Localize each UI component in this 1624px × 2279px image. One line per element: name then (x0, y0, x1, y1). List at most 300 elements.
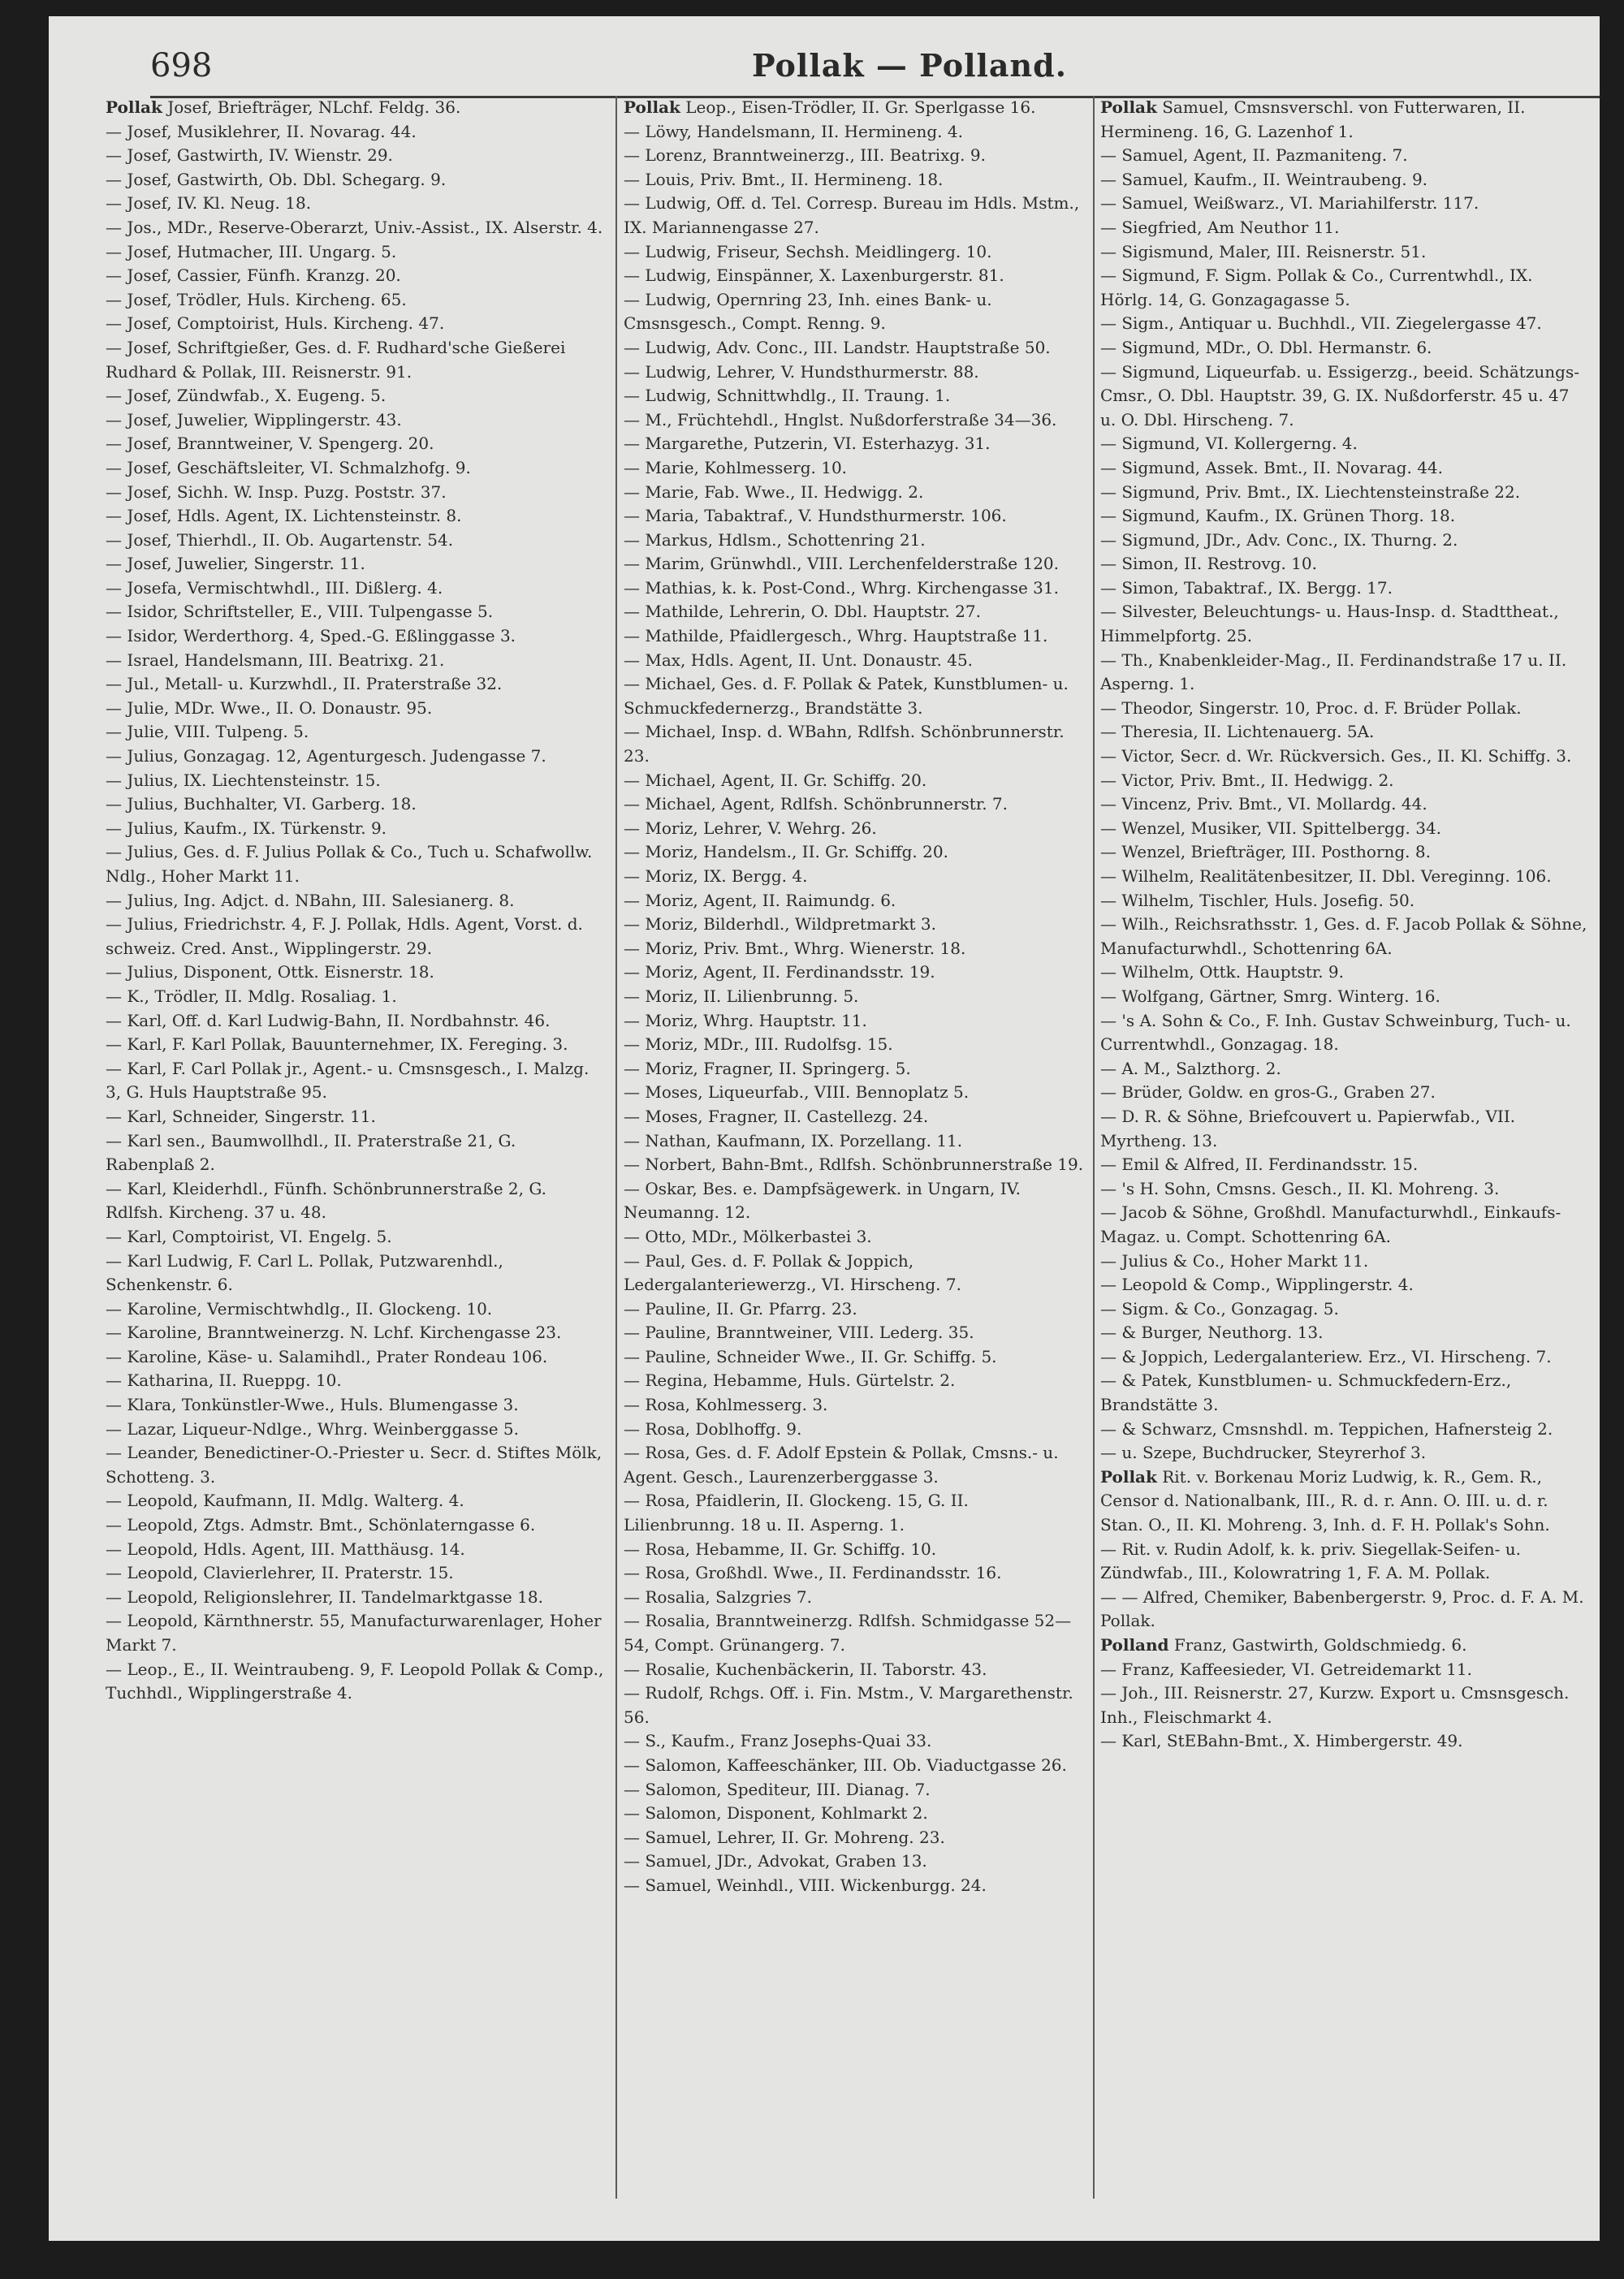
entry-text: — Max, Hdls. Agent, II. Unt. Donaustr. 45. (624, 650, 974, 670)
entry-text: — S., Kaufm., Franz Josephs-Quai 33. (624, 1731, 932, 1751)
entry-text: — Moriz, Priv. Bmt., Whrg. Wienerstr. 18. (624, 938, 966, 958)
directory-entry (106, 1418, 609, 1442)
entry-text: — Sigmund, Assek. Bmt., II. Novarag. 44. (1100, 457, 1444, 477)
directory-entry (624, 1754, 1085, 1778)
entry-text: — Israel, Handelsmann, III. Beatrixg. 21. (106, 650, 445, 670)
entry-text: — Simon, II. Restrovg. 10. (1100, 554, 1317, 574)
directory-entry (1100, 1729, 1587, 1754)
directory-entry (106, 192, 609, 216)
directory-entry (1100, 552, 1587, 576)
entry-text: — Katharina, II. Rueppg. 10. (106, 1370, 342, 1391)
directory-entry (1100, 985, 1587, 1009)
entry-text: — Ludwig, Schnittwhdlg., II. Traung. 1. (624, 386, 951, 406)
entry-text: — Moriz, MDr., III. Rudolfsg. 15. (624, 1034, 893, 1055)
entry-text: — Sigmund, MDr., O. Dbl. Hermanstr. 6. (1100, 337, 1432, 357)
entry-text: — Leopold, Kärnthnerstr. 55, Manufacturwarenlager, Hoher Markt 7. (106, 1611, 602, 1655)
entry-text: — Julius, Ing. Adjct. d. NBahn, III. Salesianerg. 8. (106, 890, 515, 910)
entry-text: — Josef, Gastwirth, Ob. Dbl. Schegarg. 9. (106, 169, 447, 189)
directory-entry (106, 408, 609, 433)
directory-entry (1100, 1418, 1587, 1442)
directory-entry (624, 1729, 1085, 1754)
entry-text: — Karl, Comptoirist, VI. Engelg. 5. (106, 1226, 392, 1246)
directory-entry (624, 1345, 1085, 1370)
directory-entry (1100, 600, 1587, 648)
directory-entry (624, 937, 1085, 961)
entry-text: — Samuel, Agent, II. Pazmaniteng. 7. (1100, 145, 1408, 166)
directory-entry (1100, 456, 1587, 481)
directory-entry (1100, 1250, 1587, 1274)
directory-entry (1100, 913, 1587, 960)
directory-entry (106, 312, 609, 336)
directory-entry (106, 1561, 609, 1586)
directory-entry (624, 1802, 1085, 1826)
directory-entry (624, 1418, 1085, 1442)
directory-entry (624, 1441, 1085, 1489)
directory-entry (624, 1561, 1085, 1586)
entry-text: — Sigmund, Priv. Bmt., IX. Liechtensteinstraße 22. (1100, 481, 1521, 502)
directory-entry (106, 384, 609, 408)
directory-entry (106, 889, 609, 913)
directory-entry (1100, 1681, 1587, 1729)
entry-text: — Siegfried, Am Neuthor 11. (1100, 217, 1340, 237)
entry-text: — Rosalie, Kuchenbäckerin, II. Taborstr. 43. (624, 1659, 987, 1679)
entry-text: — — Alfred, Chemiker, Babenbergerstr. 9, Proc. d. F. A. M. Pollak. (1100, 1586, 1584, 1631)
entry-text: — Pauline, Branntweiner, VIII. Lederg. 35. (624, 1323, 974, 1343)
directory-entry (624, 769, 1085, 793)
directory-entry (1100, 960, 1587, 985)
directory-entry (1100, 481, 1587, 505)
entry-text: — Silvester, Beleuchtungs- u. Haus-Insp. d. Stadttheat., Himmelpfortg. 25. (1100, 602, 1559, 646)
entry-text: — Ludwig, Off. d. Tel. Corresp. Bureau im Hdls. Mstm., IX. Mariannengasse 27. (624, 193, 1080, 237)
directory-entry (106, 672, 609, 697)
directory-entry (624, 889, 1085, 913)
entry-text: — Moses, Fragner, II. Castellezg. 24. (624, 1106, 929, 1126)
directory-entry (106, 168, 609, 192)
entry-text: Leop., Eisen-Trödler, II. Gr. Sperlgasse 16. (685, 97, 1036, 117)
entry-text: Rit. v. Borkenau Moriz Ludwig, k. R., Gem. R., Censor d. Nationalbank, III., R. d. r. Ann. O. III. u. d. r. Stan. O., II. Kl. Mohreng. 3, Inh. d. F. H. Pollak's Sohn. (1100, 1466, 1550, 1535)
directory-entry (624, 1321, 1085, 1345)
entry-text: — & Joppich, Ledergalanteriew. Erz., VI. Hirscheng. 7. (1100, 1346, 1552, 1366)
entry-text: — Julius, Gonzagag. 12, Agenturgesch. Judengasse 7. (106, 746, 546, 766)
entry-text: — Moriz, Whrg. Hauptstr. 11. (624, 1010, 867, 1030)
entry-text: — Julius, Disponent, Ottk. Eisnerstr. 18. (106, 962, 434, 982)
directory-entry (106, 817, 609, 841)
directory-entry (106, 264, 609, 288)
entry-text: — Julius, Buchhalter, VI. Garberg. 18. (106, 794, 417, 814)
entry-text: — Leopold & Comp., Wipplingerstr. 4. (1100, 1275, 1414, 1295)
column-divider (615, 96, 617, 2199)
directory-entry (624, 1153, 1085, 1177)
entry-text: — D. R. & Söhne, Briefcouvert u. Papierwfab., VII. Myrtheng. 13. (1100, 1106, 1516, 1150)
entry-text: — Marie, Fab. Wwe., II. Hedwigg. 2. (624, 481, 924, 502)
directory-entry (106, 288, 609, 313)
directory-entry (106, 336, 609, 384)
entry-text: — Brüder, Goldw. en gros-G., Graben 27. (1100, 1082, 1436, 1103)
directory-entry (106, 913, 609, 960)
directory-entry (624, 168, 1085, 192)
directory-entry (106, 481, 609, 505)
directory-entry (624, 720, 1085, 768)
directory-entry (106, 769, 609, 793)
directory-entry (106, 1225, 609, 1250)
entry-text: — Lazar, Liqueur-Ndlge., Whrg. Weinberggasse 5. (106, 1418, 519, 1439)
entry-surname: Pollak (1100, 1466, 1157, 1487)
directory-entry (106, 697, 609, 721)
directory-entry (1100, 792, 1587, 817)
directory-entry (106, 600, 609, 624)
entry-text: — Moriz, IX. Bergg. 4. (624, 866, 808, 886)
directory-entry (1100, 168, 1587, 192)
directory-entry (106, 96, 609, 120)
entry-text: — Julius, Kaufm., IX. Türkenstr. 9. (106, 818, 387, 838)
entry-text: — Josef, Hutmacher, III. Ungarg. 5. (106, 241, 397, 261)
directory-entry (624, 817, 1085, 841)
directory-entry (1100, 360, 1587, 433)
entry-text: — Markus, Hdlsm., Schottenring 21. (624, 529, 926, 550)
directory-entry (106, 1321, 609, 1345)
directory-entry (106, 1489, 609, 1513)
entry-text: — Josef, Juwelier, Singerstr. 11. (106, 554, 365, 574)
directory-entry (1100, 144, 1587, 168)
entry-text: — Th., Knabenkleider-Mag., II. Ferdinandstraße 17 u. II. Asperng. 1. (1100, 650, 1567, 694)
entry-text: — K., Trödler, II. Mdlg. Rosaliag. 1. (106, 986, 397, 1006)
directory-entry (624, 1778, 1085, 1802)
entry-text: — Josef, Geschäftsleiter, VI. Schmalzhofg. 9. (106, 457, 471, 477)
entry-text: — Karl, F. Carl Pollak jr., Agent.- u. Cmsnsgesch., I. Malzg. 3, G. Huls Hauptstraße 95. (106, 1058, 590, 1103)
entry-text: — Pauline, II. Gr. Pfarrg. 23. (624, 1298, 857, 1319)
directory-entry (106, 1033, 609, 1057)
directory-entry (1100, 264, 1587, 312)
directory-entry (106, 1609, 609, 1657)
directory-entry (106, 240, 609, 265)
entry-text: — M., Früchtehdl., Hnglst. Nußdorferstraße 34—36. (624, 409, 1057, 429)
directory-entry (1100, 1538, 1587, 1586)
entry-text: — A. M., Salzthorg. 2. (1100, 1058, 1281, 1078)
directory-entry (1100, 1105, 1587, 1153)
directory-entry (106, 985, 609, 1009)
directory-entry (1100, 1177, 1587, 1202)
directory-entry (106, 1177, 609, 1225)
directory-entry (624, 1586, 1085, 1610)
directory-entry (1100, 1321, 1587, 1345)
entry-text: — 's A. Sohn & Co., F. Inh. Gustav Schweinburg, Tuch- u. Currentwhdl., Gonzagag. 18. (1100, 1010, 1571, 1055)
directory-entry (624, 240, 1085, 265)
directory-column-1 (106, 96, 609, 2207)
entry-text: — Rosa, Kohlmesserg. 3. (624, 1395, 828, 1415)
directory-entry (1100, 432, 1587, 456)
directory-entry (106, 529, 609, 553)
entry-text: — Karl, Schneider, Singerstr. 11. (106, 1106, 376, 1126)
directory-entry (106, 144, 609, 168)
directory-entry (624, 1369, 1085, 1393)
entry-text: — Moriz, Lehrer, V. Wehrg. 26. (624, 818, 877, 838)
directory-entry (624, 529, 1085, 553)
entry-text: — & Patek, Kunstblumen- u. Schmuckfedern-Erz., Brandstätte 3. (1100, 1370, 1512, 1415)
entry-text: — Wolfgang, Gärtner, Smrg. Winterg. 16. (1100, 986, 1440, 1006)
directory-entry (1100, 1658, 1587, 1682)
directory-entry (624, 1081, 1085, 1105)
entry-text: — Marim, Grünwhdl., VIII. Lerchenfelderstraße 120. (624, 554, 1060, 574)
entry-text: — Josef, Gastwirth, IV. Wienstr. 29. (106, 145, 393, 166)
entry-text: — Paul, Ges. d. F. Pollak & Joppich, Ledergalanteriewerzg., VI. Hirscheng. 7. (624, 1250, 961, 1295)
entry-text: — Ludwig, Lehrer, V. Hundsthurmerstr. 88. (624, 361, 979, 382)
entry-text: — Michael, Agent, Rdlfsh. Schönbrunnerstr. 7. (624, 794, 1008, 814)
directory-entry (1100, 1441, 1587, 1465)
directory-entry (106, 432, 609, 456)
entry-text: — Julie, VIII. Tulpeng. 5. (106, 722, 309, 742)
entry-text: — Josef, Juwelier, Wipplingerstr. 43. (106, 409, 402, 429)
directory-entry (1100, 1201, 1587, 1249)
entry-text: — Samuel, Kaufm., II. Weintraubeng. 9. (1100, 169, 1428, 189)
page-number: 698 (150, 47, 213, 84)
entry-text: — Klara, Tonkünstler-Wwe., Huls. Blumengasse 3. (106, 1395, 519, 1415)
directory-entry (624, 481, 1085, 505)
entry-text: — Julius, Friedrichstr. 4, F. J. Pollak, Hdls. Agent, Vorst. d. schweiz. Cred. Anst., Wipplingerstr. 29. (106, 914, 583, 958)
entry-text: — Josef, Cassier, Fünfh. Kranzg. 20. (106, 265, 401, 286)
entry-text: — Isidor, Werderthorg. 4, Sped.-G. Eßlinggasse 3. (106, 626, 516, 646)
entry-text: — Sigismund, Maler, III. Reisnerstr. 51. (1100, 241, 1427, 261)
directory-entry (1100, 1273, 1587, 1297)
directory-entry (624, 1250, 1085, 1297)
entry-text: — Moriz, Bilderhdl., Wildpretmarkt 3. (624, 914, 937, 934)
entry-text: — Julie, MDr. Wwe., II. O. Donaustr. 95. (106, 697, 433, 718)
directory-entry (1100, 1634, 1587, 1658)
directory-entry (106, 649, 609, 673)
entry-text: Samuel, Cmsnsverschl. von Futterwaren, II. Hermineng. 16, G. Lazenhof 1. (1100, 97, 1526, 141)
entry-text: — 's H. Sohn, Cmsns. Gesch., II. Kl. Mohreng. 3. (1100, 1178, 1500, 1198)
entry-text: — Löwy, Handelsmann, II. Hermineng. 4. (624, 121, 963, 141)
directory-column-2 (624, 96, 1085, 2207)
directory-entry (624, 384, 1085, 408)
entry-text: — Sigm., Antiquar u. Buchhdl., VII. Ziegelergasse 47. (1100, 313, 1542, 334)
directory-entry (106, 576, 609, 601)
entry-text: — Leander, Benedictiner-O.-Priester u. Secr. d. Stiftes Mölk, Schotteng. 3. (106, 1443, 603, 1487)
directory-entry (1100, 840, 1587, 865)
directory-entry (106, 1009, 609, 1034)
directory-column-3 (1100, 96, 1587, 2207)
entry-text: — Leopold, Religionslehrer, II. Tandelmarktgasse 18. (106, 1586, 543, 1607)
directory-entry (624, 960, 1085, 985)
directory-entry (106, 1513, 609, 1538)
entry-text: — Sigmund, VI. Kollergerng. 4. (1100, 434, 1358, 454)
directory-entry (624, 1826, 1085, 1850)
entry-text: — & Burger, Neuthorg. 13. (1100, 1323, 1324, 1343)
entry-text: — Karoline, Branntweinerzg. N. Lchf. Kirchengasse 23. (106, 1323, 562, 1343)
directory-entry (106, 1369, 609, 1393)
entry-text: — Sigmund, F. Sigm. Pollak & Co., Currentwhdl., IX. Hörlg. 14, G. Gonzagagasse 5. (1100, 265, 1533, 309)
entry-text: — Rosalia, Branntweinerzg. Rdlfsh. Schmidgasse 52—54, Compt. Grünangerg. 7. (624, 1611, 1072, 1655)
entry-text: — Leopold, Ztgs. Admstr. Bmt., Schönlaterngasse 6. (106, 1515, 536, 1535)
entry-text: — Julius, Ges. d. F. Julius Pollak & Co., Tuch u. Schafwollw. Ndlg., Hoher Markt 11. (106, 842, 593, 886)
directory-entry (1100, 1345, 1587, 1370)
directory-entry (624, 288, 1085, 336)
entry-text: — Josef, Musiklehrer, II. Novarag. 44. (106, 121, 417, 141)
directory-entry (106, 792, 609, 817)
entry-text: — Michael, Ges. d. F. Pollak & Patek, Kunstblumen- u. Schmuckfedernerzg., Brandstätte 3. (624, 674, 1069, 718)
directory-entry (624, 1874, 1085, 1898)
entry-text: — Sigmund, Kaufm., IX. Grünen Thorg. 18. (1100, 506, 1456, 526)
entry-text: — Sigm. & Co., Gonzagag. 5. (1100, 1298, 1339, 1319)
entry-text: — Josef, Comptoirist, Huls. Kircheng. 47. (106, 313, 445, 334)
entry-text: — Wilhelm, Tischler, Huls. Josefig. 50. (1100, 890, 1415, 910)
directory-entry (624, 600, 1085, 624)
directory-entry (106, 216, 609, 240)
directory-entry (106, 1345, 609, 1370)
entry-text: — Wilhelm, Realitätenbesitzer, II. Dbl. Vereginng. 106. (1100, 866, 1552, 886)
directory-entry (624, 96, 1085, 120)
directory-entry (624, 432, 1085, 456)
directory-entry (624, 144, 1085, 168)
entry-text: — Joh., III. Reisnerstr. 27, Kurzw. Export u. Cmsnsgesch. Inh., Fleischmarkt 4. (1100, 1683, 1570, 1727)
directory-entry (1100, 336, 1587, 360)
entry-text: — Wilhelm, Ottk. Hauptstr. 9. (1100, 962, 1344, 982)
directory-entry (624, 1658, 1085, 1682)
entry-text: — Theodor, Singerstr. 10, Proc. d. F. Brüder Pollak. (1100, 697, 1522, 718)
directory-entry (1100, 1465, 1587, 1538)
entry-text: — Samuel, JDr., Advokat, Graben 13. (624, 1851, 927, 1871)
entry-text: — Wilh., Reichsrathsstr. 1, Ges. d. F. Jacob Pollak & Söhne, Manufacturwhdl., Schottenring 6A. (1100, 914, 1587, 958)
entry-text: — Vincenz, Priv. Bmt., VI. Mollardg. 44. (1100, 794, 1427, 814)
entry-text: — Moriz, Agent, II. Ferdinandsstr. 19. (624, 962, 935, 982)
column-divider (1093, 96, 1095, 2199)
entry-text: — Theresia, II. Lichtenauerg. 5A. (1100, 722, 1375, 742)
directory-entry (1100, 192, 1587, 216)
entry-text: — Moses, Liqueurfab., VIII. Bennoplatz 5. (624, 1082, 970, 1103)
directory-entry (624, 1538, 1085, 1562)
entry-text: — Wenzel, Musiker, VII. Spittelbergg. 34. (1100, 818, 1442, 838)
directory-entry (1100, 216, 1587, 240)
entry-text: — Josef, Trödler, Huls. Kircheng. 65. (106, 289, 407, 309)
entry-text: — Moriz, Fragner, II. Springerg. 5. (624, 1058, 911, 1078)
entry-text: — Samuel, Weinhdl., VIII. Wickenburgg. 24. (624, 1875, 987, 1895)
directory-entry (106, 1057, 609, 1105)
directory-entry (1100, 1057, 1587, 1081)
directory-entry (106, 960, 609, 985)
directory-entry (106, 1441, 609, 1489)
directory-entry (624, 576, 1085, 601)
directory-entry (1100, 865, 1587, 889)
entry-text: — Pauline, Schneider Wwe., II. Gr. Schiffg. 5. (624, 1346, 997, 1366)
directory-entry (624, 1489, 1085, 1537)
directory-entry (1100, 1009, 1587, 1057)
entry-text: — Moriz, II. Lilienbrunng. 5. (624, 986, 859, 1006)
entry-text: — Josef, Branntweiner, V. Spengerg. 20. (106, 434, 434, 454)
entry-text: Franz, Gastwirth, Goldschmiedg. 6. (1173, 1635, 1467, 1655)
directory-entry (624, 840, 1085, 865)
entry-text: — Leop., E., II. Weintraubeng. 9, F. Leopold Pollak & Comp., Tuchhdl., Wipplingerstraße 4. (106, 1659, 604, 1703)
entry-text: — Leopold, Kaufmann, II. Mdlg. Walterg. 4. (106, 1491, 464, 1511)
directory-entry (1100, 312, 1587, 336)
entry-text: — Mathilde, Pfaidlergesch., Whrg. Hauptstraße 11. (624, 626, 1048, 646)
directory-entry (624, 1033, 1085, 1057)
directory-entry (624, 913, 1085, 937)
entry-text: — Maria, Tabaktraf., V. Hundsthurmerstr. 106. (624, 506, 1007, 526)
entry-text: — Samuel, Weißwarz., VI. Mariahilferstr. 117. (1100, 193, 1479, 214)
entry-text: — Rosa, Ges. d. F. Adolf Epstein & Pollak, Cmsns.- u. Agent. Gesch., Laurenzerberggasse 3. (624, 1443, 1059, 1487)
directory-entry (624, 504, 1085, 529)
entry-text: — Rosa, Pfaidlerin, II. Glockeng. 15, G. II. Lilienbrunng. 18 u. II. Asperng. 1. (624, 1491, 969, 1535)
directory-entry (624, 1393, 1085, 1418)
entry-text: — u. Szepe, Buchdrucker, Steyrerhof 3. (1100, 1443, 1427, 1463)
entry-text: — Josefa, Vermischtwhdl., III. Dißlerg. 4. (106, 577, 443, 598)
entry-text: — Marie, Kohlmesserg. 10. (624, 457, 848, 477)
entry-text: — Jul., Metall- u. Kurzwhdl., II. Praterstraße 32. (106, 674, 503, 694)
directory-entry (1100, 649, 1587, 697)
directory-entry (106, 1250, 609, 1297)
directory-entry (106, 1297, 609, 1322)
directory-entry (624, 672, 1085, 720)
entry-text: — Samuel, Lehrer, II. Gr. Mohreng. 23. (624, 1827, 945, 1847)
entry-text: — Ludwig, Friseur, Sechsh. Meidlingerg. 10. (624, 241, 992, 261)
entry-text: — Josef, Zündwfab., X. Eugeng. 5. (106, 386, 387, 406)
entry-text: — Salomon, Spediteur, III. Dianag. 7. (624, 1779, 931, 1799)
entry-text: — Franz, Kaffeesieder, VI. Getreidemarkt 11. (1100, 1659, 1472, 1679)
entry-text: — Nathan, Kaufmann, IX. Porzellang. 11. (624, 1130, 963, 1150)
entry-text: — Rosa, Doblhoffg. 9. (624, 1418, 802, 1439)
directory-entry (624, 552, 1085, 576)
directory-entry (624, 865, 1085, 889)
entry-text: — Ludwig, Adv. Conc., III. Landstr. Hauptstraße 50. (624, 337, 1051, 357)
directory-entry (106, 504, 609, 529)
entry-text: — Moriz, Handelsm., II. Gr. Schiffg. 20. (624, 842, 948, 862)
entry-text: — Rosa, Hebamme, II. Gr. Schiffg. 10. (624, 1539, 937, 1559)
directory-entry (624, 1225, 1085, 1250)
entry-text: — Oskar, Bes. e. Dampfsägewerk. in Ungarn, IV. Neumanng. 12. (624, 1178, 1021, 1223)
directory-entry (1100, 889, 1587, 913)
entry-text: — Isidor, Schriftsteller, E., VIII. Tulpengasse 5. (106, 602, 494, 622)
entry-text: — Julius & Co., Hoher Markt 11. (1100, 1250, 1369, 1271)
directory-entry (1100, 96, 1587, 144)
entry-text: — Victor, Secr. d. Wr. Rückversich. Ges., II. Kl. Schiffg. 3. (1100, 746, 1572, 766)
entry-text: — & Schwarz, Cmsnshdl. m. Teppichen, Hafnersteig 2. (1100, 1418, 1553, 1439)
entry-text: — Moriz, Agent, II. Raimundg. 6. (624, 890, 896, 910)
directory-entry (624, 649, 1085, 673)
entry-text: — Josef, Schriftgießer, Ges. d. F. Rudhard'sche Gießerei Rudhard & Pollak, III. Reisnerstr. 91. (106, 337, 566, 382)
directory-entry (624, 1681, 1085, 1729)
entry-surname: Polland (1100, 1635, 1169, 1655)
directory-entry (624, 456, 1085, 481)
directory-entry (1100, 529, 1587, 553)
directory-entry (1100, 240, 1587, 265)
directory-entry (106, 1393, 609, 1418)
directory-entry (1100, 504, 1587, 529)
entry-text: Josef, Briefträger, NLchf. Feldg. 36. (167, 97, 461, 117)
directory-entry (106, 120, 609, 145)
entry-text: — Rit. v. Rudin Adolf, k. k. priv. Siegellak-Seifen- u. Zündwfab., III., Kolowratring 1, F. A. M. Pollak. (1100, 1539, 1521, 1583)
entry-text: — Otto, MDr., Mölkerbastei 3. (624, 1226, 872, 1246)
directory-entry (624, 624, 1085, 649)
entry-text: — Lorenz, Branntweinerzg., III. Beatrixg. 9. (624, 145, 986, 166)
directory-entry (1100, 769, 1587, 793)
entry-text: — Josef, Sichh. W. Insp. Puzg. Poststr. 37. (106, 481, 447, 502)
directory-entry (1100, 1369, 1587, 1417)
directory-entry (624, 1177, 1085, 1225)
directory-entry (624, 408, 1085, 433)
directory-entry (1100, 1153, 1587, 1177)
directory-entry (624, 985, 1085, 1009)
entry-text: — Julius, IX. Liechtensteinstr. 15. (106, 770, 381, 790)
directory-entry (106, 745, 609, 769)
entry-text: — Karl, F. Karl Pollak, Bauunternehmer, IX. Fereging. 3. (106, 1034, 568, 1055)
directory-entry (106, 1658, 609, 1706)
entry-text: — Salomon, Kaffeeschänker, III. Ob. Viaductgasse 26. (624, 1755, 1067, 1775)
entry-surname: Pollak (1100, 97, 1157, 117)
entry-text: — Ludwig, Opernring 23, Inh. eines Bank- u. Cmsnsgesch., Compt. Renng. 9. (624, 289, 992, 334)
directory-entry (624, 120, 1085, 145)
directory-entry (1100, 1081, 1587, 1105)
directory-entry (1100, 1586, 1587, 1634)
entry-text: — Karoline, Käse- u. Salamihdl., Prater Rondeau 106. (106, 1346, 548, 1366)
